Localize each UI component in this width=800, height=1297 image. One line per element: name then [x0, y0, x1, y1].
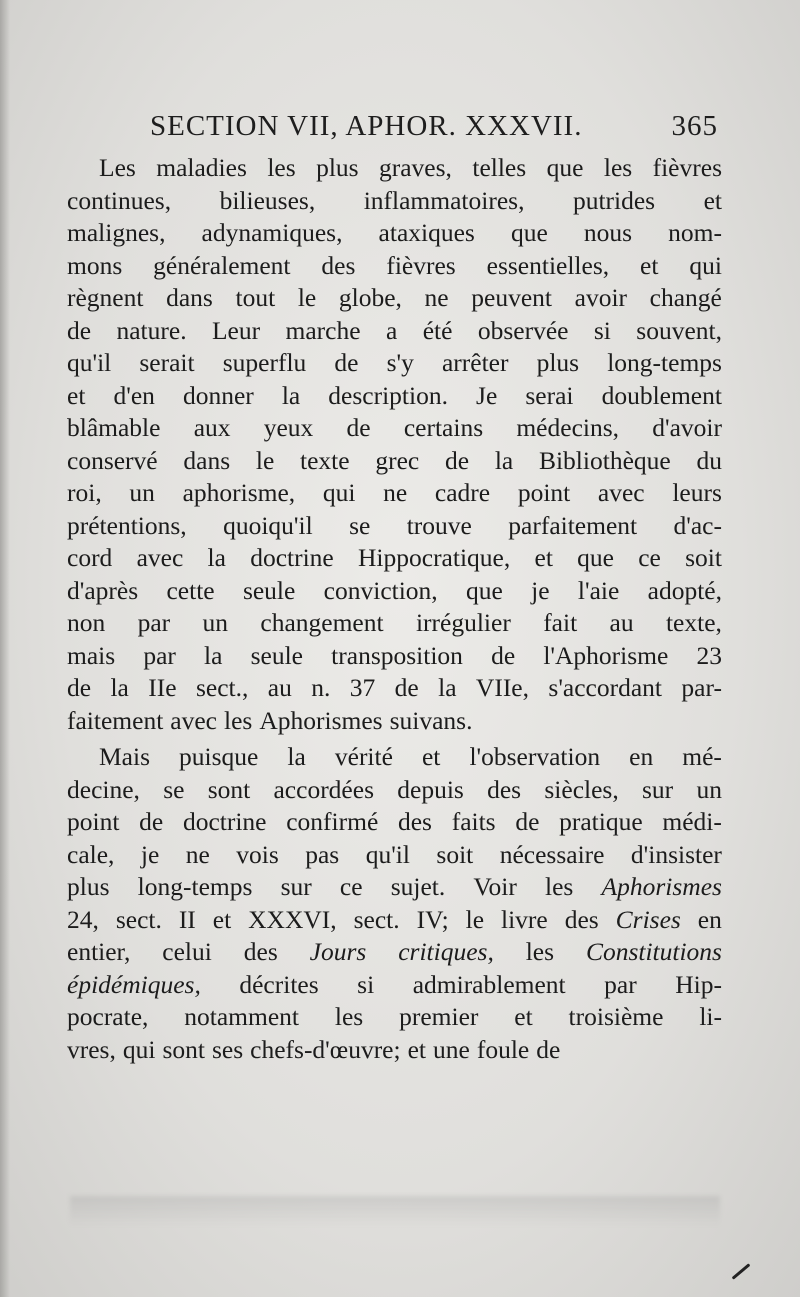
word: conviction, [323, 575, 438, 605]
word: li- [699, 1002, 722, 1031]
text-line [67, 871, 722, 904]
word: cette [166, 575, 215, 605]
word: faits [451, 807, 496, 836]
word: cord [67, 543, 113, 572]
word: les [267, 153, 296, 182]
word: les [545, 872, 574, 901]
word: qu'il [365, 839, 410, 869]
word: 23 [696, 640, 722, 670]
word: troisième [568, 1002, 664, 1031]
word: des [321, 250, 356, 280]
word: des [564, 904, 599, 934]
text-line [67, 380, 722, 413]
word: médecins, [516, 413, 620, 442]
word: des [487, 774, 522, 804]
word: et [703, 185, 722, 215]
text-line [67, 347, 722, 380]
word: de [334, 348, 359, 377]
text-line [67, 477, 722, 510]
word: la [494, 445, 514, 475]
running-head [150, 110, 718, 146]
word: ne [424, 283, 449, 312]
word: de [394, 673, 419, 702]
word: seule [250, 640, 304, 670]
word: d'après [67, 575, 139, 605]
word: que [546, 153, 584, 182]
word: ataxiques [378, 218, 475, 247]
word: aphorisme, [182, 478, 296, 507]
word: un [696, 774, 722, 804]
word: donner [182, 380, 254, 410]
word: essentielles, [486, 250, 610, 280]
word: parfaitement [508, 510, 638, 540]
word: grec [375, 445, 420, 475]
word: depuis [397, 774, 464, 804]
word: transposition [331, 640, 463, 670]
word: cale, [67, 839, 115, 869]
word: par [604, 969, 637, 999]
word: point [67, 807, 120, 836]
word: de [139, 807, 164, 836]
word: qu'il [67, 348, 112, 377]
word: nom- [668, 218, 722, 247]
word: changé [649, 283, 722, 312]
word: les [334, 1002, 364, 1031]
word: d'en [113, 380, 155, 410]
text-line [67, 607, 722, 640]
word: que [577, 543, 614, 572]
word: prétentions, [67, 510, 187, 540]
word: avec [597, 478, 645, 507]
word: Les [99, 153, 136, 182]
word: siècles, [544, 774, 619, 804]
word: la [204, 640, 223, 670]
word: sujet. [390, 872, 446, 901]
word: et [421, 742, 441, 771]
word: de [67, 315, 92, 345]
text-line [67, 672, 722, 705]
text-line [67, 1001, 722, 1034]
word: long-temps [607, 348, 722, 377]
word: et [514, 1002, 533, 1031]
text-line [67, 904, 722, 937]
word: avoir [574, 283, 628, 312]
word: changement [260, 608, 384, 637]
word: la [438, 673, 457, 702]
word: en [629, 742, 654, 771]
word: pocrate, [67, 1002, 149, 1031]
word: et [534, 543, 553, 572]
word: s'y [386, 348, 414, 377]
word: entier, [67, 937, 131, 966]
text-line [67, 412, 722, 445]
word: plus [316, 153, 359, 182]
pen-mark [732, 1263, 751, 1279]
word: au [609, 608, 634, 637]
word: de [444, 445, 470, 475]
word: Jours [309, 937, 367, 966]
word: je [531, 575, 550, 605]
text-line [67, 936, 722, 969]
word: Bibliothèque [538, 445, 671, 475]
word: admirablement [412, 969, 566, 999]
text-line [67, 315, 722, 348]
word: tout [235, 283, 276, 312]
word: inflammatoires, [363, 185, 525, 215]
word: IIe [148, 673, 177, 702]
word: conservé [67, 445, 158, 475]
word: trouve [406, 510, 472, 540]
word: en [697, 904, 722, 934]
word: les [224, 705, 253, 735]
word: vérité [334, 742, 393, 771]
word: VIIe, [475, 673, 529, 702]
word: le [255, 445, 275, 475]
text-line [67, 217, 722, 250]
word: irrégulier [415, 608, 511, 637]
word: des [243, 937, 278, 966]
word: n. [311, 673, 331, 702]
word: sont [162, 1034, 205, 1064]
word: des [397, 807, 432, 836]
word: s'accordant [548, 673, 663, 702]
word: Aphorismes [601, 872, 722, 901]
word: et [407, 1034, 426, 1064]
word: sect. [115, 904, 162, 934]
word: accordées [273, 774, 374, 804]
page-gutter-shadow [0, 0, 10, 1297]
word: un [129, 478, 155, 507]
word: livre [501, 904, 548, 934]
word: de [536, 1034, 561, 1064]
text-line [67, 705, 722, 738]
word: mé- [682, 742, 722, 771]
word: premier [399, 1002, 479, 1031]
word: par [143, 640, 176, 670]
word: la [207, 543, 226, 572]
word: sur [642, 774, 674, 804]
word: Hip- [675, 969, 722, 999]
word: je [140, 839, 160, 869]
word: marche [285, 315, 361, 345]
word: de [491, 640, 516, 670]
word: superflu [222, 348, 307, 377]
word: nature. [116, 315, 187, 345]
word: l'aie [577, 575, 620, 605]
word: ce [638, 543, 661, 572]
word: sont [207, 774, 251, 804]
word: fièvres [652, 153, 722, 182]
word: sect., [195, 673, 249, 702]
word: une [433, 1034, 470, 1064]
word: doctrine [250, 543, 334, 572]
word: soit [685, 543, 722, 572]
word: texte, [665, 608, 722, 637]
word: fièvres [386, 250, 456, 280]
word: fait [543, 608, 578, 637]
word: la [281, 380, 301, 410]
word: texte [300, 445, 350, 475]
text-line [67, 1034, 722, 1067]
word: telles [472, 153, 527, 182]
word: Crises [615, 904, 681, 934]
word: long-temps [137, 872, 253, 901]
word: ses [211, 1034, 244, 1064]
word: dans [183, 445, 231, 475]
word: adopté, [647, 575, 722, 605]
word: bilieuses, [219, 185, 316, 215]
word: plus [67, 872, 110, 901]
word: les [525, 937, 555, 966]
word: Mais [99, 742, 150, 771]
text-line [67, 806, 722, 839]
word: blâmable [67, 413, 161, 442]
word: Aphorismes [259, 705, 383, 735]
word: certains [403, 413, 484, 442]
word: maladies [156, 153, 247, 182]
word: doctrine [182, 807, 267, 836]
word: dans [166, 283, 213, 312]
word: critiques, [398, 937, 494, 966]
word: médi- [662, 807, 722, 836]
word: non [67, 608, 106, 637]
word: d'avoir [652, 413, 722, 442]
word: confirmé [286, 807, 379, 836]
word: suivans. [389, 705, 473, 735]
word: un [202, 608, 229, 637]
word: décrites [239, 969, 319, 999]
word: roi, [67, 478, 102, 507]
word: qui [122, 1034, 156, 1064]
word: de [346, 413, 371, 442]
word: sur [280, 872, 312, 901]
word: et [640, 250, 659, 280]
word: Hippocratique, [358, 543, 511, 572]
word: mons [67, 250, 123, 280]
word: qui [322, 478, 356, 507]
word: et [212, 904, 232, 934]
word: aux [193, 413, 231, 442]
word: faitement [67, 705, 164, 735]
word: 24, [67, 904, 99, 934]
word: II [178, 904, 196, 934]
text-line [67, 774, 722, 807]
word: se [349, 510, 371, 540]
word: et [67, 380, 86, 410]
word: quoiqu'il [223, 510, 313, 540]
word: la [110, 673, 129, 702]
body-text [67, 152, 722, 1066]
word: soit [436, 839, 474, 869]
text-line [67, 185, 722, 218]
word: puisque [179, 742, 259, 771]
word: avec [170, 705, 218, 735]
word: ne [185, 839, 210, 869]
word: Je [476, 380, 498, 410]
word: épidémiques, [67, 969, 201, 999]
word: peuvent [471, 283, 552, 312]
word: XXXVI, [248, 904, 337, 934]
page-number: 365 [671, 110, 718, 142]
word: Voir [473, 872, 517, 901]
word: nécessaire [499, 839, 605, 869]
word: notamment [184, 1002, 300, 1031]
word: pas [305, 839, 340, 869]
running-head-title: SECTION VII, APHOR. XXXVII. [150, 110, 583, 142]
word: que [466, 575, 503, 605]
word: vres, [67, 1034, 116, 1064]
word: graves, [379, 153, 452, 182]
word: souvent, [636, 315, 722, 345]
text-line [67, 250, 722, 283]
word: au [267, 673, 292, 702]
word: arrêter [441, 348, 509, 377]
word: chefs-d'œuvre; [250, 1034, 401, 1064]
text-line [67, 282, 722, 315]
word: que [510, 218, 548, 247]
word: adynamiques, [201, 218, 343, 247]
text-line [67, 640, 722, 673]
word: de [515, 807, 540, 836]
word: généralement [153, 250, 291, 280]
word: putrides [572, 185, 656, 215]
word: d'insister [630, 839, 722, 869]
word: été [422, 315, 453, 345]
word: la [287, 742, 306, 771]
word: mais [67, 640, 116, 670]
word: de [67, 673, 92, 702]
word: doublement [601, 380, 722, 410]
word: si [593, 315, 611, 345]
word: l'observation [469, 742, 601, 771]
word: ne [383, 478, 408, 507]
text-line [67, 969, 722, 1002]
word: foule [476, 1034, 530, 1064]
word: observée [477, 315, 569, 345]
text-line [67, 839, 722, 872]
text-line [67, 542, 722, 575]
text-line [67, 575, 722, 608]
word: d'ac- [673, 510, 722, 540]
word: continues, [67, 185, 172, 215]
word: leurs [672, 478, 722, 507]
word: qui [689, 250, 722, 280]
word: Constitutions [585, 937, 722, 966]
text-line [67, 510, 722, 543]
text-line [67, 445, 722, 478]
word: a [385, 315, 398, 345]
word: serai [525, 380, 574, 410]
bleed-through-shadow [70, 1196, 720, 1226]
word: le [297, 283, 317, 312]
text-line [67, 152, 722, 185]
word: par [137, 608, 171, 637]
word: pratique [559, 807, 643, 836]
word: règnent [67, 283, 144, 312]
word: yeux [263, 413, 314, 442]
word: globe, [338, 283, 402, 312]
word: ce [339, 872, 363, 901]
word: sect. [353, 904, 400, 934]
word: celui [162, 937, 212, 966]
word: seule [242, 575, 296, 605]
text-line [67, 741, 722, 774]
word: nous [583, 218, 633, 247]
word: par- [681, 673, 722, 702]
word: du [696, 445, 722, 475]
word: si [357, 969, 375, 999]
word: avec [136, 543, 184, 572]
word: Leur [211, 315, 261, 345]
word: decine, [67, 774, 140, 804]
word: l'Aphorisme [543, 640, 669, 670]
word: plus [536, 348, 580, 377]
word: les [603, 153, 633, 182]
word: IV; [416, 904, 449, 934]
word: vois [236, 839, 279, 869]
word: malignes, [67, 218, 166, 247]
word: serait [139, 348, 195, 377]
word: cadre [434, 478, 491, 507]
word: le [465, 904, 485, 934]
word: description. [328, 380, 448, 410]
word: point [517, 478, 571, 507]
word: 37 [349, 673, 376, 702]
word: se [163, 774, 185, 804]
